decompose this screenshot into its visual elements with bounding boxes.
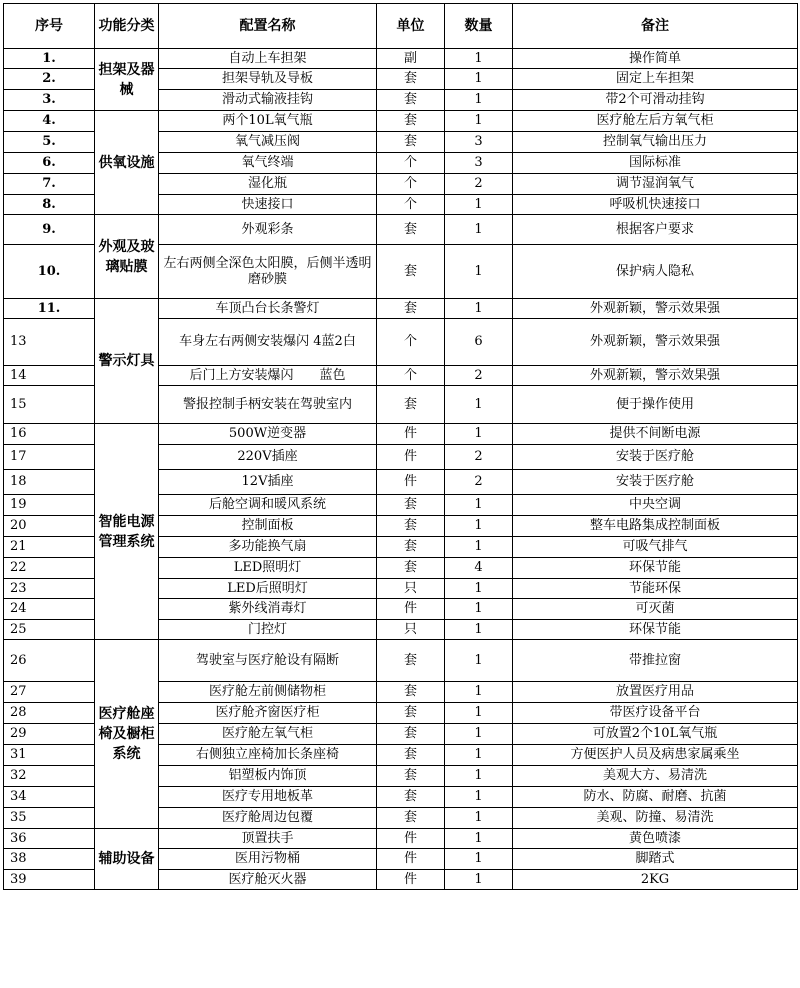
row-number: 1. [4, 49, 95, 69]
quantity-cell: 1 [445, 870, 513, 890]
quantity-cell: 6 [445, 319, 513, 366]
row-number: 15 [4, 386, 95, 424]
row-number: 16 [4, 424, 95, 445]
row-number: 38 [4, 849, 95, 870]
unit-cell: 个 [377, 319, 445, 366]
quantity-cell: 1 [445, 495, 513, 516]
unit-cell: 件 [377, 599, 445, 620]
row-number: 34 [4, 787, 95, 808]
header-quantity: 数量 [445, 4, 513, 49]
remarks-cell: 整车电路集成控制面板 [513, 516, 798, 537]
category-cell: 供氧设施 [95, 111, 159, 215]
unit-cell: 副 [377, 49, 445, 69]
quantity-cell: 2 [445, 445, 513, 470]
quantity-cell: 1 [445, 787, 513, 808]
unit-cell: 套 [377, 495, 445, 516]
config-name-cell: 医疗舱左氧气柜 [159, 724, 377, 745]
quantity-cell: 1 [445, 579, 513, 599]
unit-cell: 套 [377, 766, 445, 787]
config-name-cell: LED照明灯 [159, 558, 377, 579]
remarks-cell: 中央空调 [513, 495, 798, 516]
header-remarks: 备注 [513, 4, 798, 49]
remarks-cell: 带2个可滑动挂钩 [513, 90, 798, 111]
remarks-cell: 带推拉窗 [513, 640, 798, 682]
row-number: 4. [4, 111, 95, 132]
remarks-cell: 外观新颖，警示效果强 [513, 366, 798, 386]
quantity-cell: 1 [445, 386, 513, 424]
unit-cell: 件 [377, 470, 445, 495]
category-cell: 警示灯具 [95, 299, 159, 424]
config-name-cell: 两个10L氧气瓶 [159, 111, 377, 132]
remarks-cell: 2KG [513, 870, 798, 890]
category-cell: 医疗舱座椅及橱柜系统 [95, 640, 159, 829]
remarks-cell: 呼吸机快速接口 [513, 195, 798, 215]
remarks-cell: 外观新颖，警示效果强 [513, 299, 798, 319]
remarks-cell: 美观、防撞、易清洗 [513, 808, 798, 829]
row-number: 29 [4, 724, 95, 745]
quantity-cell: 1 [445, 195, 513, 215]
quantity-cell: 1 [445, 682, 513, 703]
remarks-cell: 黄色喷漆 [513, 829, 798, 849]
quantity-cell: 1 [445, 745, 513, 766]
config-name-cell: 氧气减压阀 [159, 132, 377, 153]
unit-cell: 件 [377, 870, 445, 890]
table-row [4, 424, 798, 445]
config-name-cell: 外观彩条 [159, 215, 377, 245]
quantity-cell: 1 [445, 849, 513, 870]
quantity-cell: 1 [445, 245, 513, 299]
row-number: 19 [4, 495, 95, 516]
unit-cell: 套 [377, 787, 445, 808]
row-number: 27 [4, 682, 95, 703]
remarks-cell: 脚踏式 [513, 849, 798, 870]
remarks-cell: 防水、防腐、耐磨、抗菌 [513, 787, 798, 808]
unit-cell: 套 [377, 640, 445, 682]
quantity-cell: 1 [445, 299, 513, 319]
config-name-cell: 车身左右两侧安装爆闪 4蓝2白 [159, 319, 377, 366]
config-name-cell: 医疗舱周边包覆 [159, 808, 377, 829]
row-number: 7. [4, 174, 95, 195]
remarks-cell: 操作简单 [513, 49, 798, 69]
quantity-cell: 1 [445, 724, 513, 745]
row-number: 6. [4, 153, 95, 174]
row-number: 13 [4, 319, 95, 366]
table-row [4, 111, 798, 132]
remarks-cell: 节能环保 [513, 579, 798, 599]
remarks-cell: 便于操作使用 [513, 386, 798, 424]
quantity-cell: 1 [445, 49, 513, 69]
table-row [4, 640, 798, 682]
quantity-cell: 1 [445, 215, 513, 245]
config-name-cell: 紫外线消毒灯 [159, 599, 377, 620]
table-row [4, 215, 798, 245]
quantity-cell: 1 [445, 620, 513, 640]
quantity-cell: 2 [445, 470, 513, 495]
quantity-cell: 1 [445, 829, 513, 849]
config-name-cell: 医疗舱灭火器 [159, 870, 377, 890]
table-row [4, 829, 798, 849]
quantity-cell: 1 [445, 599, 513, 620]
remarks-cell: 安装于医疗舱 [513, 470, 798, 495]
unit-cell: 只 [377, 620, 445, 640]
unit-cell: 套 [377, 745, 445, 766]
row-number: 23 [4, 579, 95, 599]
header-config-name: 配置名称 [159, 4, 377, 49]
unit-cell: 只 [377, 579, 445, 599]
config-name-cell: 氧气终端 [159, 153, 377, 174]
quantity-cell: 1 [445, 703, 513, 724]
config-name-cell: 铝塑板内饰顶 [159, 766, 377, 787]
table-row [4, 49, 798, 69]
quantity-cell: 1 [445, 537, 513, 558]
config-name-cell: LED后照明灯 [159, 579, 377, 599]
row-number: 5. [4, 132, 95, 153]
row-number: 36 [4, 829, 95, 849]
category-cell: 辅助设备 [95, 829, 159, 890]
category-cell: 智能电源管理系统 [95, 424, 159, 640]
quantity-cell: 4 [445, 558, 513, 579]
config-name-cell: 医疗舱齐窗医疗柜 [159, 703, 377, 724]
unit-cell: 套 [377, 245, 445, 299]
config-name-cell: 12V插座 [159, 470, 377, 495]
row-number: 3. [4, 90, 95, 111]
config-name-cell: 左右两侧全深色太阳膜，后侧半透明磨砂膜 [159, 245, 377, 299]
row-number: 28 [4, 703, 95, 724]
row-number: 22 [4, 558, 95, 579]
remarks-cell: 方便医护人员及病患家属乘坐 [513, 745, 798, 766]
row-number: 2. [4, 69, 95, 90]
unit-cell: 套 [377, 215, 445, 245]
config-name-cell: 顶置扶手 [159, 829, 377, 849]
unit-cell: 套 [377, 558, 445, 579]
row-number: 39 [4, 870, 95, 890]
unit-cell: 套 [377, 386, 445, 424]
table-row [4, 299, 798, 319]
quantity-cell: 1 [445, 766, 513, 787]
row-number: 35 [4, 808, 95, 829]
quantity-cell: 1 [445, 69, 513, 90]
row-number: 10. [4, 245, 95, 299]
remarks-cell: 可灭菌 [513, 599, 798, 620]
config-name-cell: 门控灯 [159, 620, 377, 640]
unit-cell: 套 [377, 69, 445, 90]
row-number: 32 [4, 766, 95, 787]
row-number: 11. [4, 299, 95, 319]
config-name-cell: 警报控制手柄安装在驾驶室内 [159, 386, 377, 424]
config-name-cell: 担架导轨及导板 [159, 69, 377, 90]
config-name-cell: 医用污物桶 [159, 849, 377, 870]
config-name-cell: 医疗专用地板革 [159, 787, 377, 808]
unit-cell: 件 [377, 829, 445, 849]
row-number: 9. [4, 215, 95, 245]
remarks-cell: 美观大方、易清洗 [513, 766, 798, 787]
remarks-cell: 可放置2个10L氧气瓶 [513, 724, 798, 745]
remarks-cell: 控制氧气输出压力 [513, 132, 798, 153]
config-name-cell: 自动上车担架 [159, 49, 377, 69]
config-name-cell: 右侧独立座椅加长条座椅 [159, 745, 377, 766]
config-name-cell: 500W逆变器 [159, 424, 377, 445]
config-name-cell: 220V插座 [159, 445, 377, 470]
unit-cell: 件 [377, 424, 445, 445]
row-number: 21 [4, 537, 95, 558]
config-name-cell: 后门上方安装爆闪 蓝色 [159, 366, 377, 386]
config-name-cell: 驾驶室与医疗舱设有隔断 [159, 640, 377, 682]
unit-cell: 个 [377, 153, 445, 174]
row-number: 24 [4, 599, 95, 620]
config-name-cell: 湿化瓶 [159, 174, 377, 195]
row-number: 14 [4, 366, 95, 386]
quantity-cell: 1 [445, 111, 513, 132]
category-cell: 外观及玻璃贴膜 [95, 215, 159, 299]
unit-cell: 套 [377, 90, 445, 111]
remarks-cell: 保护病人隐私 [513, 245, 798, 299]
unit-cell: 个 [377, 195, 445, 215]
header-row [4, 4, 798, 49]
unit-cell: 套 [377, 132, 445, 153]
remarks-cell: 调节湿润氧气 [513, 174, 798, 195]
quantity-cell: 1 [445, 640, 513, 682]
quantity-cell: 1 [445, 516, 513, 537]
header-category: 功能分类 [95, 4, 159, 49]
unit-cell: 套 [377, 724, 445, 745]
remarks-cell: 安装于医疗舱 [513, 445, 798, 470]
row-number: 26 [4, 640, 95, 682]
quantity-cell: 1 [445, 808, 513, 829]
remarks-cell: 可吸气排气 [513, 537, 798, 558]
config-name-cell: 医疗舱左前侧储物柜 [159, 682, 377, 703]
unit-cell: 套 [377, 516, 445, 537]
unit-cell: 套 [377, 808, 445, 829]
unit-cell: 套 [377, 682, 445, 703]
remarks-cell: 带医疗设备平台 [513, 703, 798, 724]
unit-cell: 个 [377, 174, 445, 195]
unit-cell: 件 [377, 445, 445, 470]
quantity-cell: 2 [445, 174, 513, 195]
unit-cell: 套 [377, 299, 445, 319]
row-number: 20 [4, 516, 95, 537]
unit-cell: 套 [377, 111, 445, 132]
remarks-cell: 固定上车担架 [513, 69, 798, 90]
quantity-cell: 3 [445, 153, 513, 174]
quantity-cell: 1 [445, 424, 513, 445]
config-name-cell: 后舱空调和暖风系统 [159, 495, 377, 516]
unit-cell: 件 [377, 849, 445, 870]
config-name-cell: 快速接口 [159, 195, 377, 215]
remarks-cell: 医疗舱左后方氧气柜 [513, 111, 798, 132]
quantity-cell: 1 [445, 90, 513, 111]
unit-cell: 套 [377, 537, 445, 558]
quantity-cell: 3 [445, 132, 513, 153]
row-number: 8. [4, 195, 95, 215]
category-cell: 担架及器械 [95, 49, 159, 111]
row-number: 31 [4, 745, 95, 766]
config-name-cell: 滑动式输液挂钩 [159, 90, 377, 111]
equipment-config-table [3, 3, 798, 890]
header-unit: 单位 [377, 4, 445, 49]
remarks-cell: 环保节能 [513, 620, 798, 640]
row-number: 17 [4, 445, 95, 470]
remarks-cell: 根据客户要求 [513, 215, 798, 245]
remarks-cell: 放置医疗用品 [513, 682, 798, 703]
unit-cell: 套 [377, 703, 445, 724]
row-number: 18 [4, 470, 95, 495]
quantity-cell: 2 [445, 366, 513, 386]
remarks-cell: 提供不间断电源 [513, 424, 798, 445]
config-name-cell: 车顶凸台长条警灯 [159, 299, 377, 319]
config-name-cell: 控制面板 [159, 516, 377, 537]
remarks-cell: 国际标准 [513, 153, 798, 174]
remarks-cell: 环保节能 [513, 558, 798, 579]
header-no: 序号 [4, 4, 95, 49]
remarks-cell: 外观新颖，警示效果强 [513, 319, 798, 366]
unit-cell: 个 [377, 366, 445, 386]
row-number: 25 [4, 620, 95, 640]
config-name-cell: 多功能换气扇 [159, 537, 377, 558]
